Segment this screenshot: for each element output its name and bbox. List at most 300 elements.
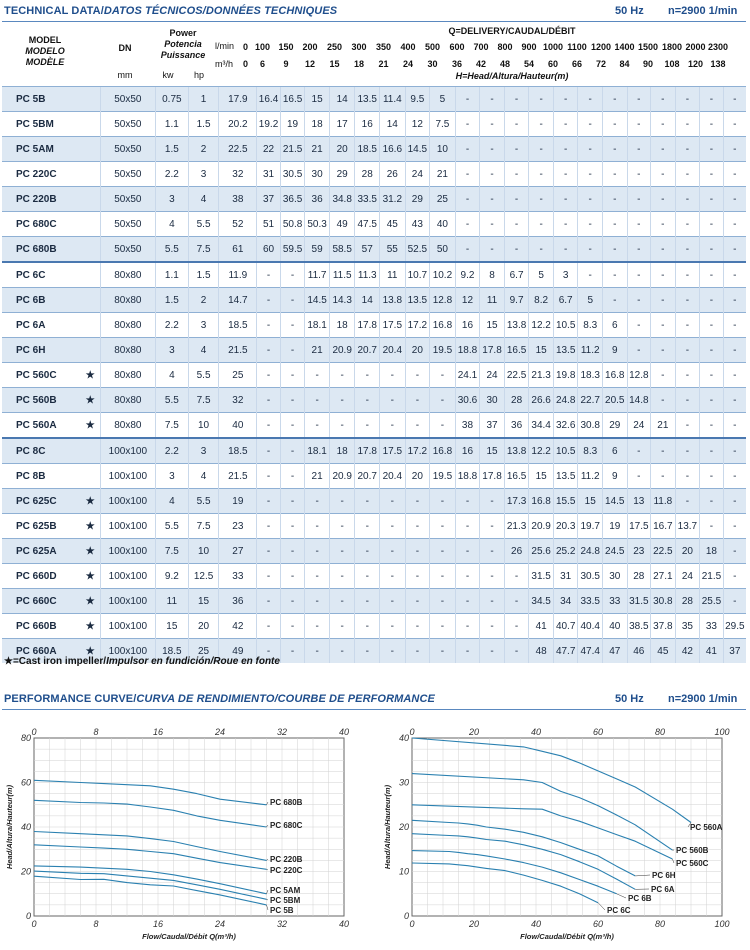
lmin-col-13: 1000 (542, 42, 564, 52)
head-cell: - (651, 212, 676, 237)
head-cell: 57 (355, 237, 380, 263)
head-cell: 14 (380, 112, 406, 137)
model-name: PC 660D (16, 570, 57, 582)
table-row (2, 388, 746, 413)
head-cell: 19.2 (257, 112, 281, 137)
lmin-col-16: 1400 (614, 42, 635, 52)
series-label: PC 680B (270, 798, 303, 807)
head-cell: 23 (627, 539, 651, 564)
head-cell: 6.7 (504, 262, 529, 288)
head-cell: - (455, 212, 480, 237)
head-cell: - (380, 363, 406, 388)
head-cell: 12.8 (430, 288, 456, 313)
dn-cell: 80x80 (100, 313, 155, 338)
hp-cell: 7.5 (188, 388, 219, 413)
head-cell: 25.6 (529, 539, 554, 564)
head-cell: - (700, 137, 724, 162)
head-cell: - (480, 564, 505, 589)
head-cell: - (675, 137, 700, 162)
table-row (2, 438, 746, 464)
head-cell: - (257, 564, 281, 589)
head-cell: 38 (219, 187, 257, 212)
hp-cell: 4 (188, 187, 219, 212)
head-cell: - (455, 514, 480, 539)
head-cell: - (455, 539, 480, 564)
head-cell: - (305, 564, 330, 589)
head-cell: - (455, 564, 480, 589)
head-cell: 9.7 (504, 288, 529, 313)
model-cell (2, 438, 100, 464)
lmin-col-3: 200 (302, 42, 318, 52)
head-cell: 19 (603, 514, 628, 539)
head-cell: - (455, 162, 480, 187)
head-cell: 15 (305, 87, 330, 112)
head-cell: - (553, 237, 578, 263)
lmin-col-20: 2300 (707, 42, 729, 52)
x-tick-label: 40 (530, 919, 542, 929)
head-cell: - (723, 413, 746, 439)
dn-cell: 50x50 (100, 162, 155, 187)
model-cell (2, 464, 100, 489)
hp-cell: 12.5 (188, 564, 219, 589)
x-tick-label: 8 (93, 919, 99, 929)
head-cell: - (280, 489, 305, 514)
table-row (2, 489, 746, 514)
head-cell: - (529, 87, 554, 112)
x-top-tick-label: 100 (714, 727, 730, 737)
kw-cell: 15 (155, 614, 188, 639)
head-cell: - (627, 212, 651, 237)
head-cell: 10.5 (553, 313, 578, 338)
kw-cell: 1.1 (155, 262, 188, 288)
series-label: PC 5B (270, 906, 294, 915)
head-cell: - (430, 539, 456, 564)
series-label: PC 220C (270, 866, 303, 875)
head-cell: - (723, 539, 746, 564)
head-cell: 38.5 (627, 614, 651, 639)
head-cell: 33 (219, 564, 257, 589)
head-cell: 8.2 (529, 288, 554, 313)
kw-cell: 1.1 (155, 112, 188, 137)
m3h-col-19: 120 (687, 59, 704, 69)
head-cell: 16.5 (504, 464, 529, 489)
model-header-fr: MODÈLE (25, 57, 65, 67)
head-cell: 10.7 (405, 262, 430, 288)
m3h-col-13: 60 (547, 59, 558, 69)
x-tick-label: 0 (31, 919, 37, 929)
y-tick-label: 20 (398, 822, 409, 832)
head-cell: - (355, 413, 380, 439)
x-top-tick-label: 60 (592, 727, 604, 737)
x-tick-label: 32 (276, 919, 288, 929)
head-cell: - (257, 614, 281, 639)
head-cell: 22.5 (504, 363, 529, 388)
hp-cell: 4 (188, 338, 219, 363)
hp-cell: 10 (188, 413, 219, 439)
head-cell: 20 (329, 137, 355, 162)
y-tick-label: 80 (20, 733, 31, 743)
head-cell: 28 (504, 388, 529, 413)
x-tick-label: 0 (409, 919, 415, 929)
x-top-tick-label: 0 (31, 727, 37, 737)
head-cell: 21.3 (504, 514, 529, 539)
table-row (2, 363, 746, 388)
model-cell (2, 413, 100, 439)
m3h-col-4: 15 (329, 59, 340, 69)
head-cell: 17.2 (405, 313, 430, 338)
head-cell: - (700, 212, 724, 237)
head-cell: 61 (219, 237, 257, 263)
head-cell: 21 (305, 338, 330, 363)
head-cell: 33 (603, 589, 628, 614)
head-cell: 6 (603, 313, 628, 338)
head-cell: 24.5 (603, 539, 628, 564)
head-cell: 19.5 (430, 464, 456, 489)
hp-cell: 3 (188, 438, 219, 464)
model-cell (2, 137, 100, 162)
model-name: PC 6B (16, 294, 46, 306)
head-cell: 15 (529, 338, 554, 363)
head-cell: - (430, 514, 456, 539)
head-cell: - (723, 187, 746, 212)
head-cell: - (723, 363, 746, 388)
head-cell: 18 (329, 438, 355, 464)
head-cell: - (578, 112, 603, 137)
head-cell: - (380, 489, 406, 514)
head-cell: - (627, 137, 651, 162)
perf-title-es-fr: CURVA DE RENDIMIENTO/COURBE DE PERFORMANCE (136, 693, 435, 705)
head-cell: 45 (651, 639, 676, 664)
model-name: PC 680B (16, 243, 57, 255)
head-cell: - (651, 338, 676, 363)
head-cell: - (480, 162, 505, 187)
head-cell: - (553, 212, 578, 237)
dn-cell: 80x80 (100, 262, 155, 288)
hp-cell: 1.5 (188, 262, 219, 288)
head-cell: 21 (305, 137, 330, 162)
head-cell: - (675, 112, 700, 137)
head-cell: - (603, 162, 628, 187)
head-cell: 9 (603, 464, 628, 489)
head-cell: - (578, 212, 603, 237)
power-es: Potencia (164, 39, 202, 49)
head-cell: 31.5 (627, 589, 651, 614)
head-cell: - (305, 539, 330, 564)
model-name: PC 660A (16, 645, 57, 657)
head-cell: - (627, 87, 651, 112)
head-cell: 13.8 (504, 313, 529, 338)
head-cell: - (723, 438, 746, 464)
head-cell: 21 (430, 162, 456, 187)
perf-frequency-label: 50 Hz (615, 693, 644, 705)
head-cell: - (700, 388, 724, 413)
head-cell: 24 (627, 413, 651, 439)
head-cell: - (305, 614, 330, 639)
m3h-col-9: 36 (451, 59, 462, 69)
head-cell: - (480, 237, 505, 263)
head-cell: 20.7 (355, 464, 380, 489)
technical-data-title (4, 5, 337, 17)
head-cell: - (280, 262, 305, 288)
head-cell: 5 (578, 288, 603, 313)
head-cell: - (480, 187, 505, 212)
head-cell: 30 (480, 388, 505, 413)
head-cell: 26.6 (529, 388, 554, 413)
dn-cell: 50x50 (100, 137, 155, 162)
series-label: PC 560C (676, 859, 709, 868)
head-cell: 24 (675, 564, 700, 589)
model-cell (2, 514, 100, 539)
head-cell: - (627, 187, 651, 212)
head-cell: 34 (553, 589, 578, 614)
table-row (2, 539, 746, 564)
lmin-col-9: 600 (449, 42, 465, 52)
head-cell: 21 (305, 464, 330, 489)
head-cell: 21.5 (219, 464, 257, 489)
x-tick-label: 80 (654, 919, 666, 929)
m3h-col-3: 12 (304, 59, 315, 69)
hp-header: hp (193, 70, 204, 80)
hp-cell: 7.5 (188, 237, 219, 263)
x-top-tick-label: 8 (93, 727, 99, 737)
head-cell: 28 (675, 589, 700, 614)
x-tick-label: 24 (214, 919, 226, 929)
star-icon: ★ (85, 419, 95, 431)
head-cell: - (529, 162, 554, 187)
x-axis-label: Flow/Caudal/Débit Q(m³/h) (520, 932, 614, 941)
head-cell: 20.4 (380, 338, 406, 363)
x-top-tick-label: 80 (654, 727, 666, 737)
kw-cell: 9.2 (155, 564, 188, 589)
head-cell: 27.1 (651, 564, 676, 589)
head-cell: 36.5 (280, 187, 305, 212)
head-cell: 29.5 (723, 614, 746, 639)
head-cell: 6 (603, 438, 628, 464)
head-cell: 45 (380, 212, 406, 237)
head-cell: 46 (627, 639, 651, 664)
head-cell: 22 (257, 137, 281, 162)
head-cell: - (257, 539, 281, 564)
m3h-col-18: 108 (664, 59, 680, 69)
head-cell: - (578, 162, 603, 187)
head-cell: 14.5 (405, 137, 430, 162)
model-name: PC 625B (16, 520, 57, 532)
head-cell: 31 (257, 162, 281, 187)
head-cell: - (700, 338, 724, 363)
head-cell: - (529, 212, 554, 237)
title-es-fr: DATOS TÉCNICOS/DONNÉES TECHNIQUES (103, 5, 338, 17)
head-cell: - (504, 589, 529, 614)
kw-cell: 2.2 (155, 313, 188, 338)
head-cell: 25.5 (700, 589, 724, 614)
m3h-col-0: 0 (242, 59, 248, 69)
head-cell: - (675, 262, 700, 288)
head-cell: - (280, 539, 305, 564)
head-cell: - (700, 413, 724, 439)
head-cell: - (480, 212, 505, 237)
kw-cell: 4 (155, 363, 188, 388)
model-name: PC 625A (16, 545, 57, 557)
model-cell (2, 338, 100, 363)
x-tick-label: 60 (592, 919, 604, 929)
kw-cell: 5.5 (155, 237, 188, 263)
head-cell: 17.5 (627, 514, 651, 539)
performance-chart-right (378, 718, 750, 950)
head-cell: 18.5 (219, 438, 257, 464)
kw-cell: 2.2 (155, 438, 188, 464)
title-en: TECHNICAL DATA/ (4, 5, 104, 17)
head-cell: 11.3 (355, 262, 380, 288)
head-cell: - (329, 589, 355, 614)
dn-header: DN (118, 43, 132, 53)
head-cell: 3 (553, 262, 578, 288)
lmin-col-12: 900 (521, 42, 537, 52)
footnote-es-fr: Impulsor en fundición/Roue en fonte (106, 656, 280, 667)
head-cell: 43 (405, 212, 430, 237)
head-cell: 17.8 (480, 338, 505, 363)
head-cell: - (627, 237, 651, 263)
head-cell: - (700, 514, 724, 539)
m3h-col-15: 72 (595, 59, 606, 69)
head-cell: - (305, 514, 330, 539)
model-name: PC 8C (16, 445, 46, 457)
head-cell: 9.2 (455, 262, 480, 288)
head-cell: 7.5 (430, 112, 456, 137)
table-row (2, 237, 746, 263)
head-cell: 11.4 (380, 87, 406, 112)
head-cell: - (603, 262, 628, 288)
head-cell: 58.5 (329, 237, 355, 263)
head-cell: - (627, 438, 651, 464)
head-cell: 14.7 (219, 288, 257, 313)
hp-cell: 5.5 (188, 363, 219, 388)
performance-title (4, 693, 435, 705)
head-cell: 8.3 (578, 313, 603, 338)
hp-cell: 1 (188, 87, 219, 112)
head-cell: - (480, 112, 505, 137)
head-cell: 28 (355, 162, 380, 187)
model-name: PC 560C (16, 369, 57, 381)
kw-cell: 4 (155, 212, 188, 237)
dn-cell: 80x80 (100, 288, 155, 313)
head-cell: - (380, 589, 406, 614)
head-cell: 37 (480, 413, 505, 439)
head-cell: - (455, 237, 480, 263)
head-cell: - (627, 288, 651, 313)
head-cell: - (627, 112, 651, 137)
lmin-col-14: 1100 (567, 42, 587, 52)
head-cell: - (355, 514, 380, 539)
head-cell: 22.5 (651, 539, 676, 564)
table-row (2, 514, 746, 539)
x-top-tick-label: 16 (152, 727, 164, 737)
perf-title-en: PERFORMANCE CURVE/ (4, 693, 137, 705)
y-tick-label: 0 (403, 911, 409, 921)
head-cell: 13 (627, 489, 651, 514)
head-cell: - (329, 388, 355, 413)
head-cell: - (355, 614, 380, 639)
lmin-col-19: 2000 (685, 42, 706, 52)
head-cell: 14.5 (603, 489, 628, 514)
dn-cell: 100x100 (100, 614, 155, 639)
head-cell: 11.5 (329, 262, 355, 288)
head-cell: - (578, 262, 603, 288)
head-cell: - (430, 489, 456, 514)
head-cell: - (280, 338, 305, 363)
head-cell: - (603, 237, 628, 263)
head-cell: - (329, 639, 355, 664)
head-cell: - (257, 464, 281, 489)
head-cell: 15 (529, 464, 554, 489)
head-cell: - (700, 489, 724, 514)
head-cell: - (405, 614, 430, 639)
head-cell: - (257, 288, 281, 313)
head-cell: 36 (219, 589, 257, 614)
head-cell: - (627, 313, 651, 338)
kw-cell: 1.5 (155, 137, 188, 162)
head-cell: - (578, 237, 603, 263)
head-cell: 34.8 (329, 187, 355, 212)
head-cell: 15 (480, 313, 505, 338)
hp-cell: 2 (188, 288, 219, 313)
head-cell: - (455, 589, 480, 614)
head-cell: - (455, 187, 480, 212)
model-cell (2, 489, 100, 514)
head-cell: - (529, 187, 554, 212)
star-icon: ★ (85, 645, 95, 657)
head-cell: - (603, 187, 628, 212)
head-cell: - (280, 388, 305, 413)
head-cell: 10 (430, 137, 456, 162)
hp-cell: 3 (188, 162, 219, 187)
series-label: PC 680C (270, 821, 303, 830)
head-cell: 13.8 (504, 438, 529, 464)
model-cell (2, 288, 100, 313)
head-cell: 32.6 (553, 413, 578, 439)
head-cell: 30.5 (280, 162, 305, 187)
head-cell: 16 (355, 112, 380, 137)
head-cell: - (380, 413, 406, 439)
model-cell (2, 162, 100, 187)
head-cell: - (603, 288, 628, 313)
head-cell: - (280, 438, 305, 464)
head-cell: 32 (219, 388, 257, 413)
head-cell: - (280, 313, 305, 338)
x-tick-label: 100 (714, 919, 730, 929)
head-cell: - (355, 489, 380, 514)
head-cell: 10.2 (430, 262, 456, 288)
head-cell: 12 (455, 288, 480, 313)
head-cell: 14.8 (627, 388, 651, 413)
series-label: PC 6H (652, 871, 676, 880)
head-cell: 6.7 (553, 288, 578, 313)
model-name: PC 660B (16, 620, 57, 632)
head-cell: 8 (480, 262, 505, 288)
perf-speed-label: n=2900 1/min (668, 693, 738, 705)
model-name: PC 680C (16, 218, 57, 230)
model-cell (2, 212, 100, 237)
head-cell: - (675, 187, 700, 212)
head-cell: - (651, 313, 676, 338)
table-row (2, 162, 746, 187)
head-cell: - (723, 514, 746, 539)
head-cell: - (329, 514, 355, 539)
head-cell: - (651, 162, 676, 187)
head-cell: 18 (700, 539, 724, 564)
head-cell: 60 (257, 237, 281, 263)
head-cell: 37.8 (651, 614, 676, 639)
head-cell: 18 (305, 112, 330, 137)
